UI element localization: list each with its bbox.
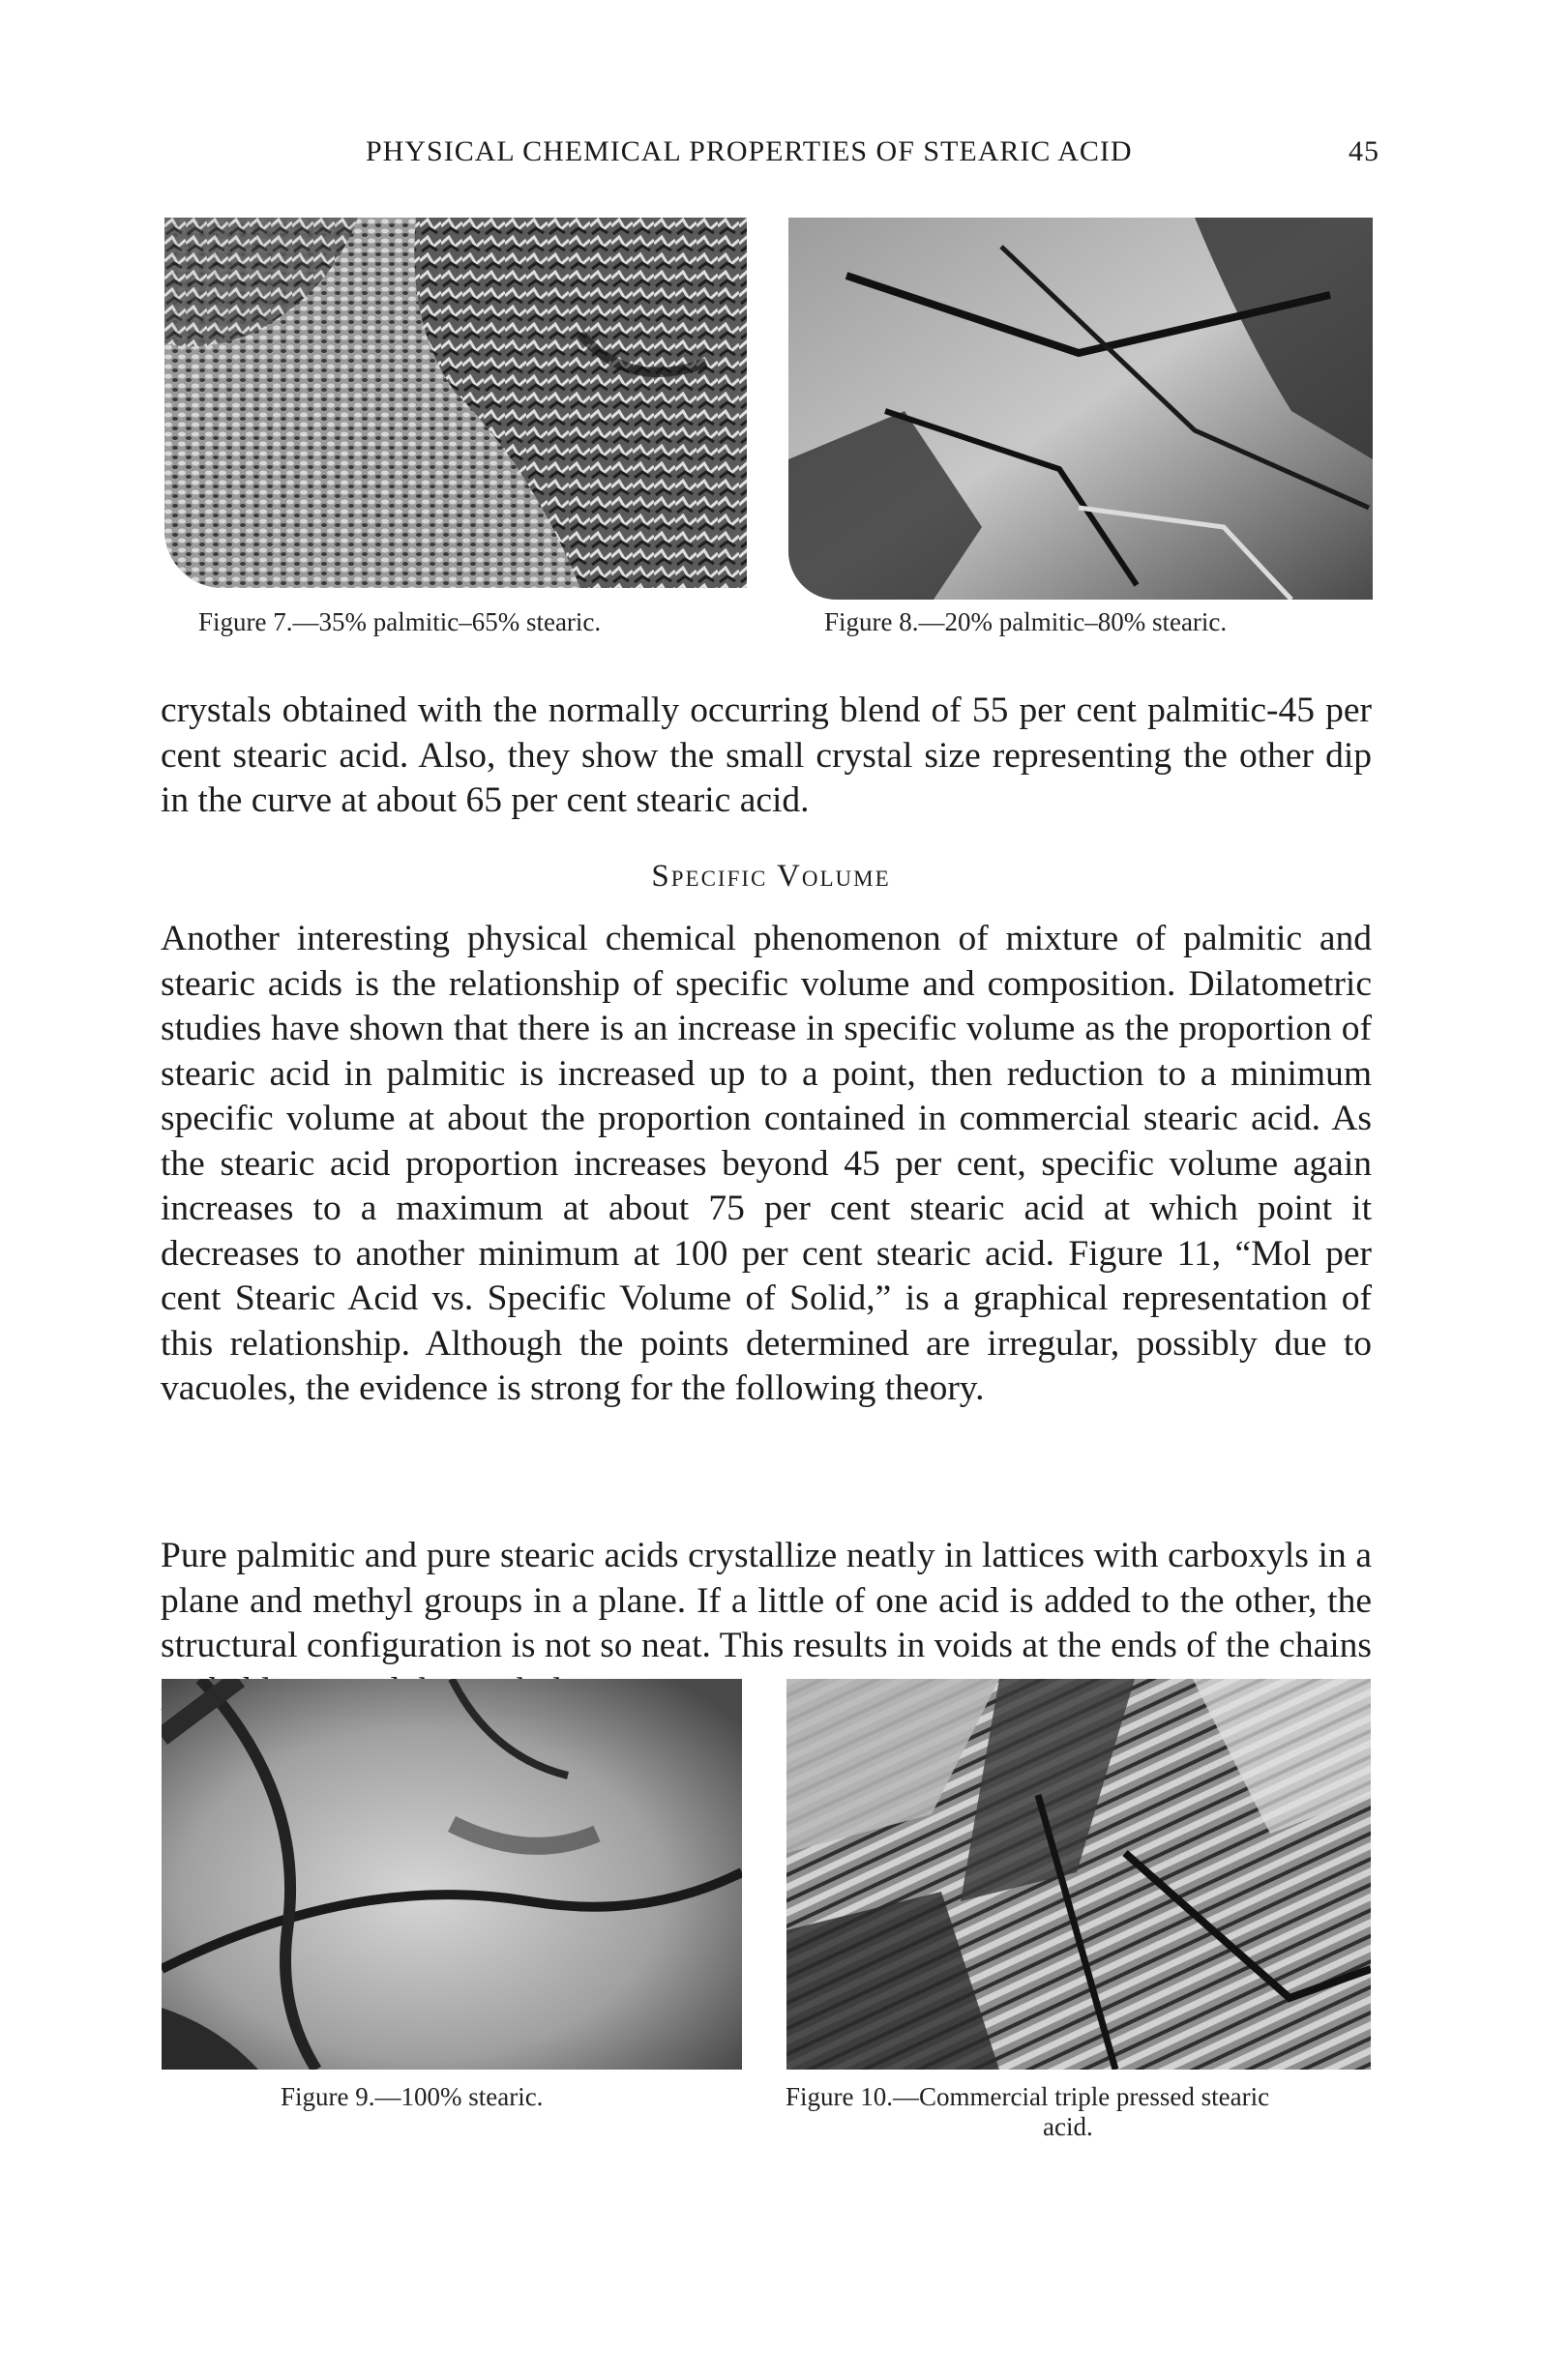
figure-7-photo bbox=[164, 218, 747, 588]
figure-8-photo bbox=[788, 218, 1373, 600]
figure-7-caption: Figure 7.—35% palmitic–65% stearic. bbox=[198, 607, 602, 636]
figure-10-caption-line-2: acid. bbox=[1043, 2112, 1093, 2141]
paragraph-3-text: Pure palmitic and pure stearic acids crystallize neatly in lattices with carboxyls in a plane and methyl groups in a plane. If a little of one acid is added to the other, the structural configuration is not so neat. This results in voids at the ends of the chains bbox=[161, 1536, 1372, 1665]
running-head-title: PHYSICAL CHEMICAL PROPERTIES OF STEARIC ACID bbox=[366, 135, 1133, 167]
figure-9-photo bbox=[162, 1679, 742, 2070]
paragraph-1 bbox=[161, 689, 1372, 824]
figure-10-caption-line-1: Figure 10.—Commercial triple pressed stearic bbox=[786, 2082, 1270, 2111]
paragraph-2-text: Another interesting physical chemical phenomenon of mixture of palmitic and stearic acids is the relationship of specific volume and composition. Dilatometric studies have shown that there is an increase in specific volume as the proportion of stearic acid in palmitic is increased up to a point, then reduction to a minimum specific volume at about the proportion contained in commercial stearic acid. As the stearic acid proportion increases beyond 45 per cent, specific volume again increases to a maximum at about 75 per cent stearic acid at which point it decreases to another minimum at 100 per cent stearic acid. Figure 11, “Mol per cent Stearic Acid vs. Specific Volume of Solid,” is a graphical representation of this relationship. Although the points determined are irregular, possibly due to vacuoles, the evidence is strong for the following theory. bbox=[161, 919, 1372, 1408]
section-heading: Specific Volume bbox=[651, 859, 891, 894]
figure-8-caption: Figure 8.—20% palmitic–80% stearic. bbox=[824, 607, 1228, 636]
figure-10-photo bbox=[786, 1679, 1371, 2070]
paragraph-2 bbox=[161, 917, 1372, 1412]
paragraph-1-text: crystals obtained with the normally occurring blend of 55 per cent palmitic-45 per cent stearic acid. Also, they show the small crystal size representing the other dip in the curve at about 65 per cent stearic acid. bbox=[161, 690, 1372, 820]
page-number: 45 bbox=[1349, 135, 1379, 167]
figure-9-caption: Figure 9.—100% stearic. bbox=[281, 2082, 544, 2111]
